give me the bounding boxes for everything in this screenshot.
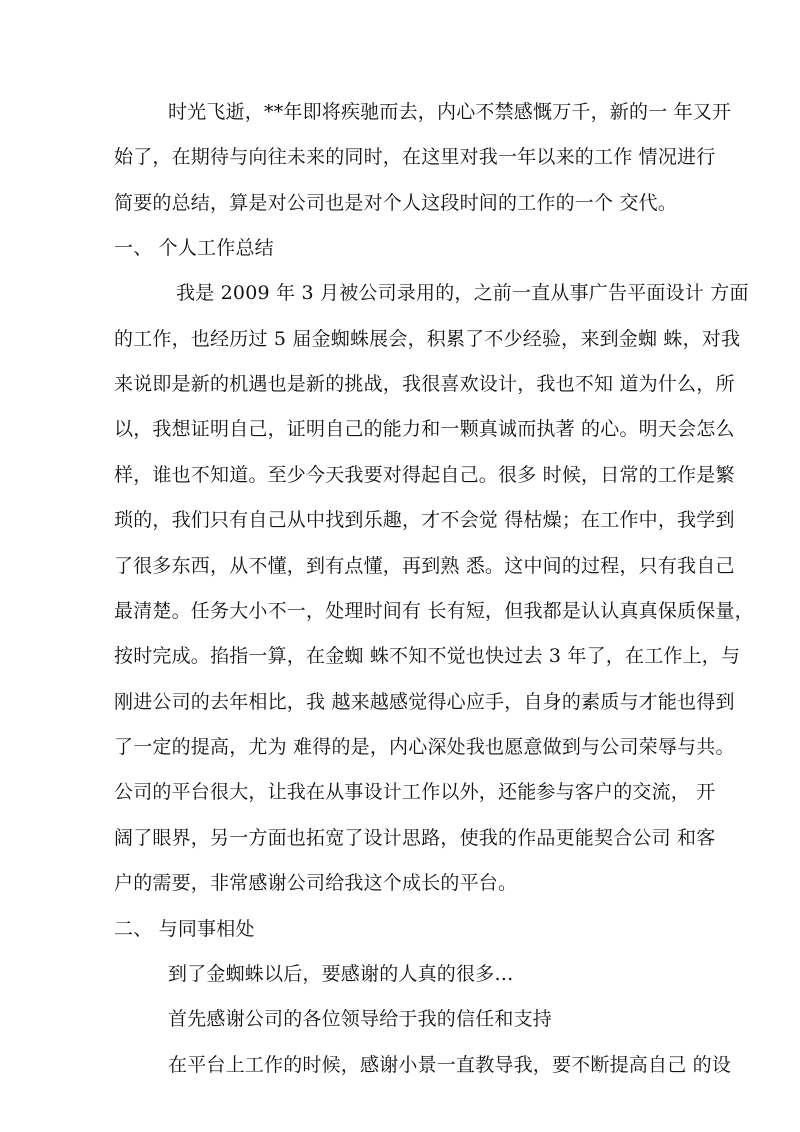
paragraph-line: 简要的总结，算是对公司也是对个人这段时间的工作的一个 交代。 [114,192,678,214]
paragraph-line: 来说即是新的机遇也是新的挑战，我很喜欢设计，我也不知 道为什么，所 [114,373,735,395]
paragraph-line: 了一定的提高，尤为 难得的是，内心深处我也愿意做到与公司荣辱与共。 [114,736,735,758]
section-heading: 一、 个人工作总结 [114,237,274,259]
paragraph-line: 最清楚。任务大小不一，处理时间有 长有短，但我都是认认真真保质保量， [114,600,754,622]
paragraph-line: 始了，在期待与向往未来的同时，在这里对我一年以来的工作 情况进行 [114,146,716,168]
paragraph-line: 在平台上工作的时候，感谢小景一直教导我，要不断提高自己 的设 [168,1054,732,1076]
paragraph-line: 时光飞逝，**年即将疾驰而去，内心不禁感慨万千，新的一 年又开 [168,101,732,123]
paragraph-line: 的工作，也经历过 5 届金蜘蛛展会，积累了不少经验，来到金蜘 蛛，对我 [114,328,741,350]
paragraph-line: 琐的，我们只有自己从中找到乐趣，才不会觉 得枯燥；在工作中，我学到 [114,509,735,531]
section-heading: 二、 与同事相处 [114,918,255,940]
paragraph-line: 公司的平台很大，让我在从事设计工作以外，还能参与客户的交流， 开 [114,781,716,803]
paragraph-line: 刚进公司的去年相比，我 越来越感觉得心应手，自身的素质与才能也得到 [114,691,735,713]
paragraph-line: 了很多东西，从不懂，到有点懂，再到熟 悉。这中间的过程，只有我自己 [114,555,735,577]
paragraph-line: 户的需要，非常感谢公司给我这个成长的平台。 [114,872,518,894]
paragraph-line: 到了金蜘蛛以后，要感谢的人真的很多… [168,963,514,985]
paragraph-line: 阔了眼界，另一方面也拓宽了设计思路，使我的作品更能契合公司 和客 [114,827,716,849]
paragraph-line: 以，我想证明自己，证明自己的能力和一颗真诚而执著 的心。明天会怎么 [114,418,735,440]
paragraph-line: 样，谁也不知道。至少今天我要对得起自己。很多 时候，日常的工作是繁 [114,464,735,486]
paragraph-line: 按时完成。掐指一算，在金蜘 蛛不知不觉也快过去 3 年了，在工作上，与 [114,645,741,667]
paragraph-line: 首先感谢公司的各位领导给于我的信任和支持 [168,1008,553,1030]
paragraph-line: 我是 2009 年 3 月被公司录用的，之前一直从事广告平面设计 方面 [176,282,749,304]
